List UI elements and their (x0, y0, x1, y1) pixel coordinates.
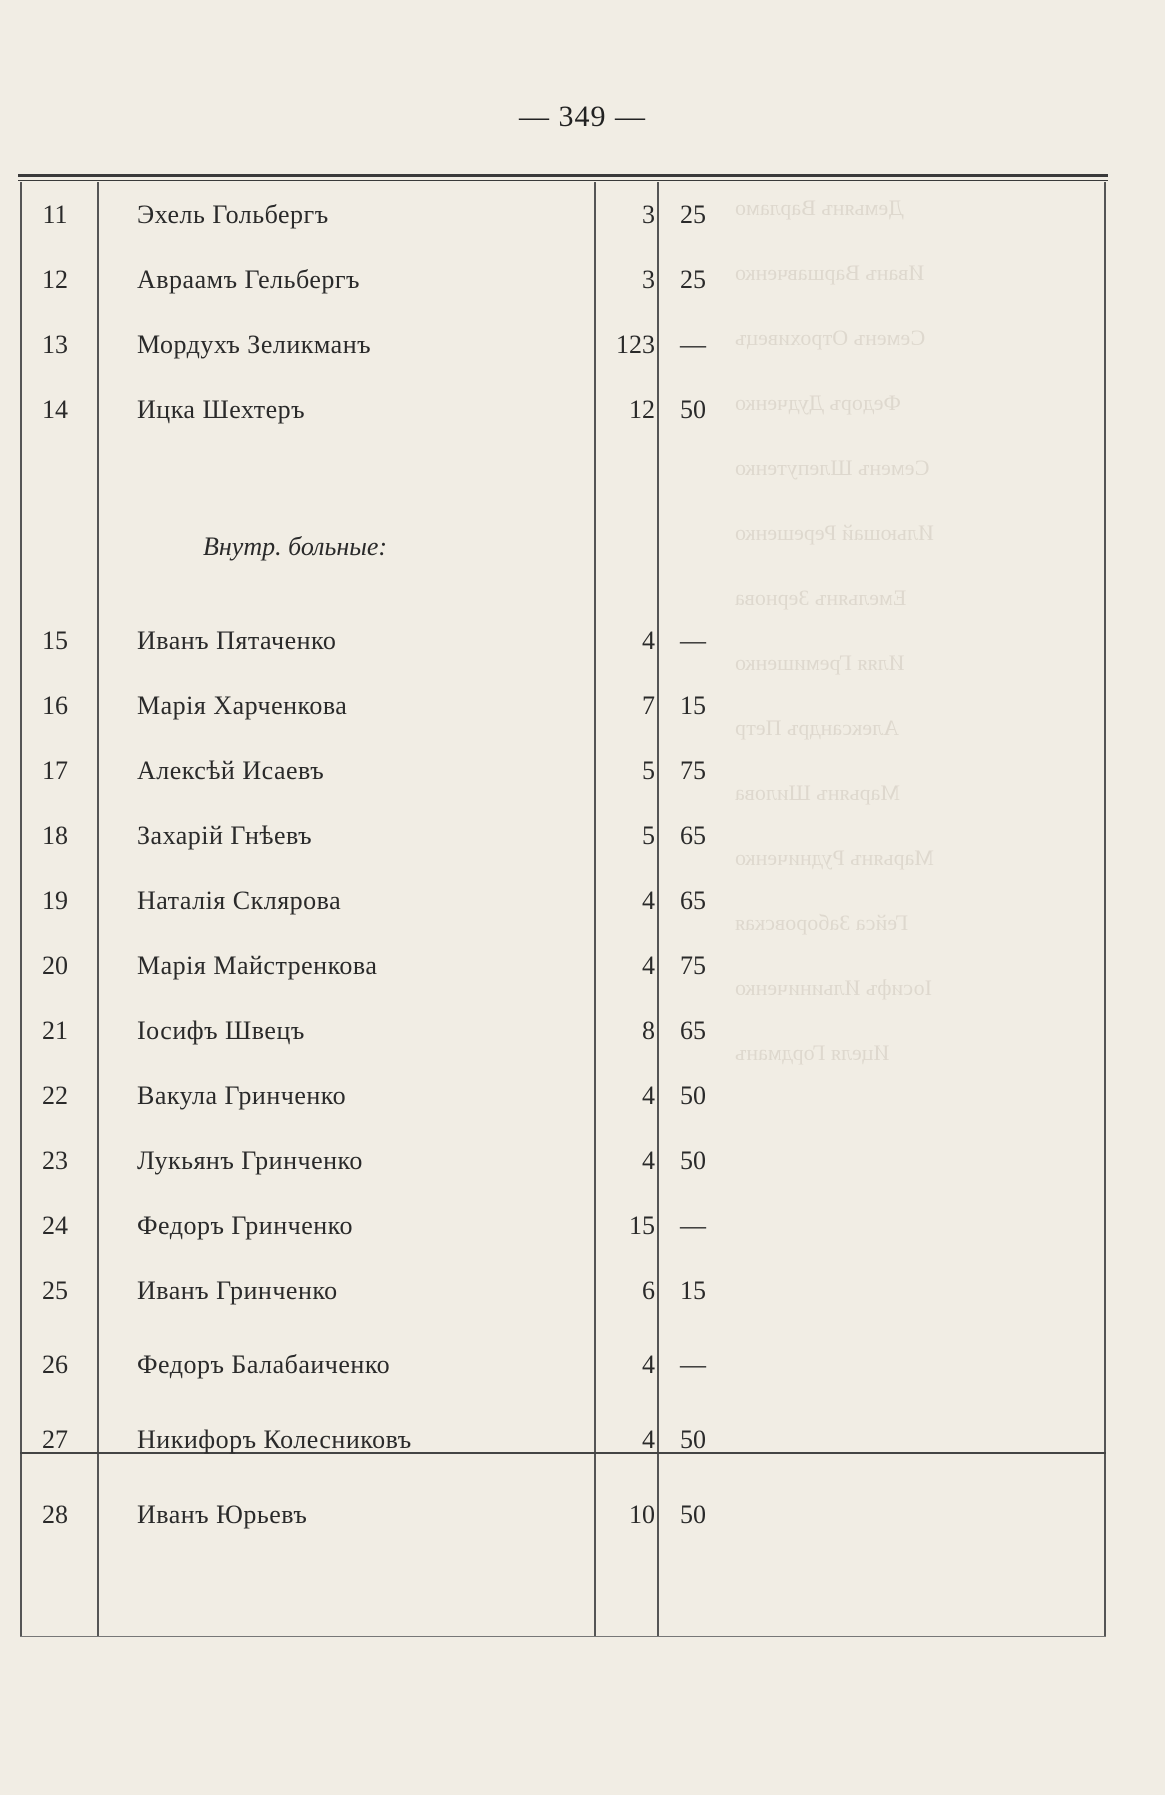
row-number: 27 (42, 1425, 68, 1454)
person-name: Алексѣй Исаевъ (137, 756, 325, 785)
person-name: Захарій Гнѣевъ (137, 821, 313, 850)
table-row (20, 608, 1106, 668)
row-number: 15 (42, 626, 68, 655)
table-row (20, 1332, 1106, 1392)
row-number: 26 (42, 1350, 68, 1379)
amount-rubles: 7 (642, 691, 655, 720)
register-table (20, 182, 1106, 1637)
amount-rubles: 3 (642, 200, 655, 229)
table-row (20, 868, 1106, 928)
table-row (20, 673, 1106, 733)
amount-rubles: 5 (642, 756, 655, 785)
amount-rubles: 4 (642, 951, 655, 980)
amount-kopecks: 50 (680, 1081, 706, 1110)
amount-kopecks: 25 (680, 265, 706, 294)
row-number: 24 (42, 1211, 68, 1240)
amount-rubles: 8 (642, 1016, 655, 1045)
person-name: Эхель Гольбергъ (137, 200, 329, 229)
amount-kopecks: 25 (680, 200, 706, 229)
row-number: 21 (42, 1016, 68, 1045)
amount-rubles: 10 (629, 1500, 655, 1529)
amount-kopecks: — (680, 330, 706, 359)
row-number: 13 (42, 330, 68, 359)
amount-kopecks: 50 (680, 1146, 706, 1175)
amount-kopecks: 50 (680, 1425, 706, 1454)
person-name: Марія Майстренкова (137, 951, 378, 980)
table-row (20, 182, 1106, 242)
amount-kopecks: 75 (680, 951, 706, 980)
amount-kopecks: 65 (680, 821, 706, 850)
table-row (20, 247, 1106, 307)
amount-kopecks: — (680, 1211, 706, 1240)
amount-rubles: 123 (616, 330, 655, 359)
person-name: Мордухъ Зеликманъ (137, 330, 372, 359)
row-number: 14 (42, 395, 68, 424)
person-name: Ицка Шехтеръ (137, 395, 306, 424)
table-bottom-border (20, 1636, 1106, 1637)
person-name: Федоръ Балабаиченко (137, 1350, 391, 1379)
table-row (20, 998, 1106, 1058)
table-row (20, 1482, 1106, 1542)
amount-kopecks: 65 (680, 1016, 706, 1045)
amount-rubles: 3 (642, 265, 655, 294)
bleed-through-decoration: Демьянъ Варламо Иванъ Варшавченко Семенъ Отрохивецъ Федоръ Дудченко Семенъ Шлепутенко Ильюшай Ререшенко Емельянъ Зернова Иляя Гремишенко Александръ Петр Марьянъ Шилова Марьянъ Рудниченко Гейса Заборовская Іосифъ Ильиниченко Ицеля Гордманъ (735, 195, 934, 1065)
person-name: Авраамъ Гельбергъ (137, 265, 360, 294)
row-number: 19 (42, 886, 68, 915)
table-row (20, 738, 1106, 798)
row-number: 25 (42, 1276, 68, 1305)
amount-kopecks: 15 (680, 1276, 706, 1305)
table-row (20, 803, 1106, 863)
row-number: 16 (42, 691, 68, 720)
amount-rubles: 12 (629, 395, 655, 424)
table-row (20, 1258, 1106, 1318)
person-name: Иванъ Юрьевъ (137, 1500, 308, 1529)
person-name: Иванъ Гринченко (137, 1276, 338, 1305)
person-name: Марія Харченкова (137, 691, 348, 720)
person-name: Лукьянъ Гринченко (137, 1146, 363, 1175)
top-rule-thin (18, 180, 1108, 181)
amount-rubles: 15 (629, 1211, 655, 1240)
amount-kopecks: 15 (680, 691, 706, 720)
amount-kopecks: — (680, 1350, 706, 1379)
amount-rubles: 4 (642, 1081, 655, 1110)
amount-rubles: 6 (642, 1276, 655, 1305)
page-number: — 349 — (519, 100, 646, 133)
amount-kopecks: 50 (680, 1500, 706, 1529)
row-number: 28 (42, 1500, 68, 1529)
person-name: Федоръ Гринченко (137, 1211, 353, 1240)
table-row (20, 1063, 1106, 1123)
row-number: 20 (42, 951, 68, 980)
row-number: 17 (42, 756, 68, 785)
section-heading: Внутр. больные: (203, 532, 388, 561)
row-number: 11 (42, 200, 68, 229)
amount-kopecks: 50 (680, 395, 706, 424)
amount-rubles: 4 (642, 886, 655, 915)
table-row (20, 1407, 1106, 1467)
amount-rubles: 4 (642, 1146, 655, 1175)
amount-kopecks: — (680, 626, 706, 655)
amount-rubles: 4 (642, 1425, 655, 1454)
amount-kopecks: 65 (680, 886, 706, 915)
amount-rubles: 4 (642, 1350, 655, 1379)
row-number: 23 (42, 1146, 68, 1175)
amount-rubles: 5 (642, 821, 655, 850)
amount-rubles: 4 (642, 626, 655, 655)
table-row (20, 312, 1106, 372)
amount-kopecks: 75 (680, 756, 706, 785)
row-number: 18 (42, 821, 68, 850)
row-number: 12 (42, 265, 68, 294)
table-row (20, 1193, 1106, 1253)
person-name: Вакула Гринченко (137, 1081, 347, 1110)
table-row (20, 377, 1106, 437)
person-name: Никифоръ Колесниковъ (137, 1425, 412, 1454)
person-name: Иванъ Пятаченко (137, 626, 337, 655)
person-name: Наталія Склярова (137, 886, 342, 915)
table-row (20, 933, 1106, 993)
table-row (20, 1128, 1106, 1188)
person-name: Іосифъ Швецъ (137, 1016, 305, 1045)
row-number: 22 (42, 1081, 68, 1110)
top-rule (18, 174, 1108, 177)
